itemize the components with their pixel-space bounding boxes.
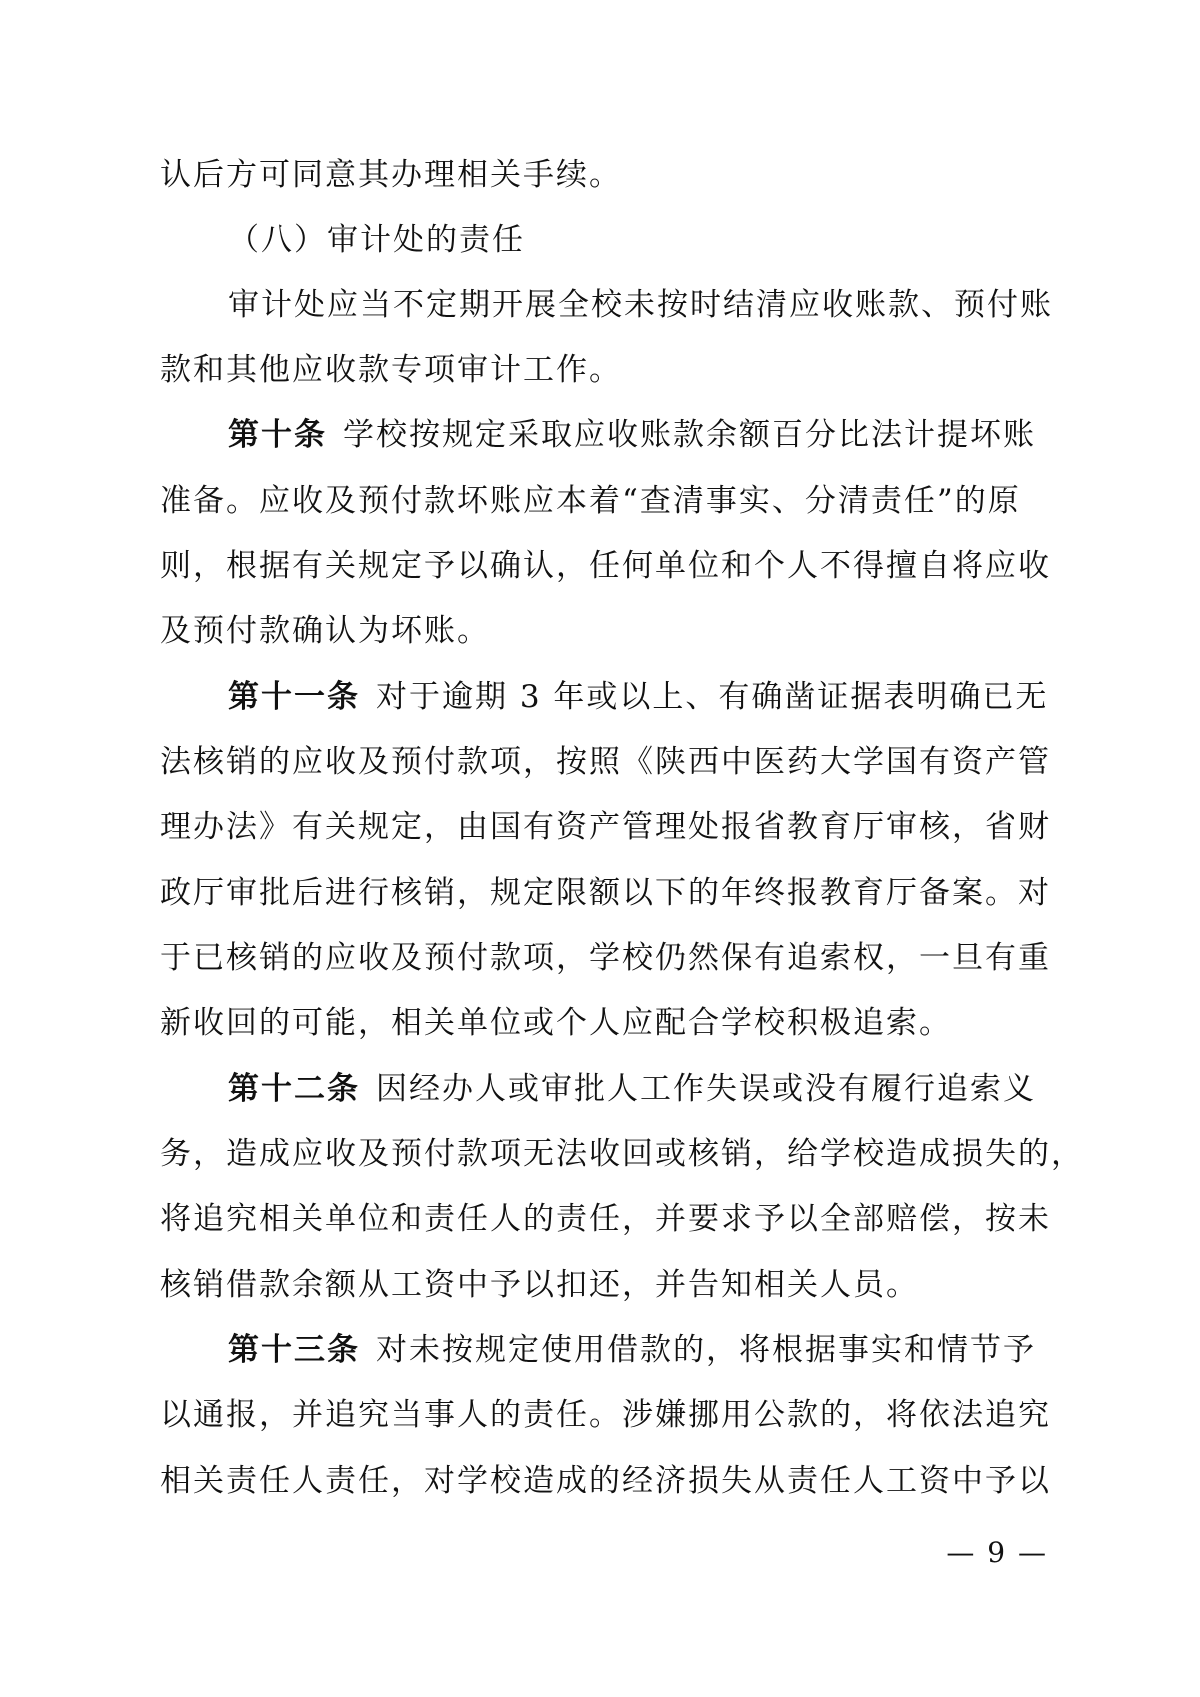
paragraph-line: [0, 873, 1200, 913]
paragraph-line: [0, 350, 1200, 390]
article-10-first-line: [0, 415, 1200, 455]
line-text: 审计处应当不定期开展全校未按时结清应收账款、预付账: [228, 287, 1053, 323]
line-text: 务，造成应收及预付款项无法收回或核销，给学校造成损失的，: [160, 1136, 1084, 1172]
line-text: 新收回的可能，相关单位或个人应配合学校积极追索。: [160, 1005, 952, 1041]
line-text: 理办法》有关规定，由国有资产管理处报省教育厅审核，省财: [160, 809, 1051, 845]
article-12-label: 第十二条: [228, 1071, 360, 1107]
line-text: 则，根据有关规定予以确认，任何单位和个人不得擅自将应收: [160, 548, 1051, 584]
paragraph-line: [0, 285, 1200, 325]
line-text: 对于逾期 3 年或以上、有确凿证据表明确已无: [376, 679, 1049, 715]
article-11-first-line: [0, 677, 1200, 717]
line-text: 认后方可同意其办理相关手续。: [160, 157, 622, 193]
line-text: 政厅审批后进行核销，规定限额以下的年终报教育厅备案。对: [160, 875, 1051, 911]
section-heading-text: （八）审计处的责任: [228, 222, 525, 258]
section-heading: [0, 220, 1200, 260]
line-text: 法核销的应收及预付款项，按照《陕西中医药大学国有资产管: [160, 744, 1051, 780]
paragraph-line: [0, 742, 1200, 782]
paragraph-line: [0, 1134, 1200, 1174]
paragraph-line: [0, 1199, 1200, 1239]
line-text: 将追究相关单位和责任人的责任，并要求予以全部赔偿，按未: [160, 1201, 1051, 1237]
line-text: 于已核销的应收及预付款项，学校仍然保有追索权，一旦有重: [160, 940, 1051, 976]
page-number: — 9 —: [946, 1536, 1048, 1569]
paragraph-line: [0, 546, 1200, 586]
line-text: 相关责任人责任，对学校造成的经济损失从责任人工资中予以: [160, 1463, 1051, 1499]
paragraph-line: [0, 1395, 1200, 1435]
line-text: 及预付款确认为坏账。: [160, 613, 490, 649]
paragraph-line: [0, 1003, 1200, 1043]
article-10-label: 第十条: [228, 417, 327, 453]
article-13-label: 第十三条: [228, 1332, 360, 1368]
paragraph-line: [0, 938, 1200, 978]
paragraph-line: [0, 807, 1200, 847]
article-12-first-line: [0, 1069, 1200, 1109]
line-text: 因经办人或审批人工作失误或没有履行追索义: [376, 1071, 1036, 1107]
paragraph-line: [0, 1461, 1200, 1501]
line-text: 准备。应收及预付款坏账应本着“查清事实、分清责任”的原: [160, 483, 1021, 519]
paragraph-line: [0, 481, 1200, 521]
paragraph-line: [0, 1265, 1200, 1305]
line-text: 对未按规定使用借款的，将根据事实和情节予: [376, 1332, 1036, 1368]
line-text: 核销借款余额从工资中予以扣还，并告知相关人员。: [160, 1267, 919, 1303]
line-text: 学校按规定采取应收账款余额百分比法计提坏账: [343, 417, 1036, 453]
paragraph-line: [0, 155, 1200, 195]
article-13-first-line: [0, 1330, 1200, 1370]
article-11-label: 第十一条: [228, 679, 360, 715]
line-text: 以通报，并追究当事人的责任。涉嫌挪用公款的，将依法追究: [160, 1397, 1051, 1433]
paragraph-line: [0, 611, 1200, 651]
line-text: 款和其他应收款专项审计工作。: [160, 352, 622, 388]
